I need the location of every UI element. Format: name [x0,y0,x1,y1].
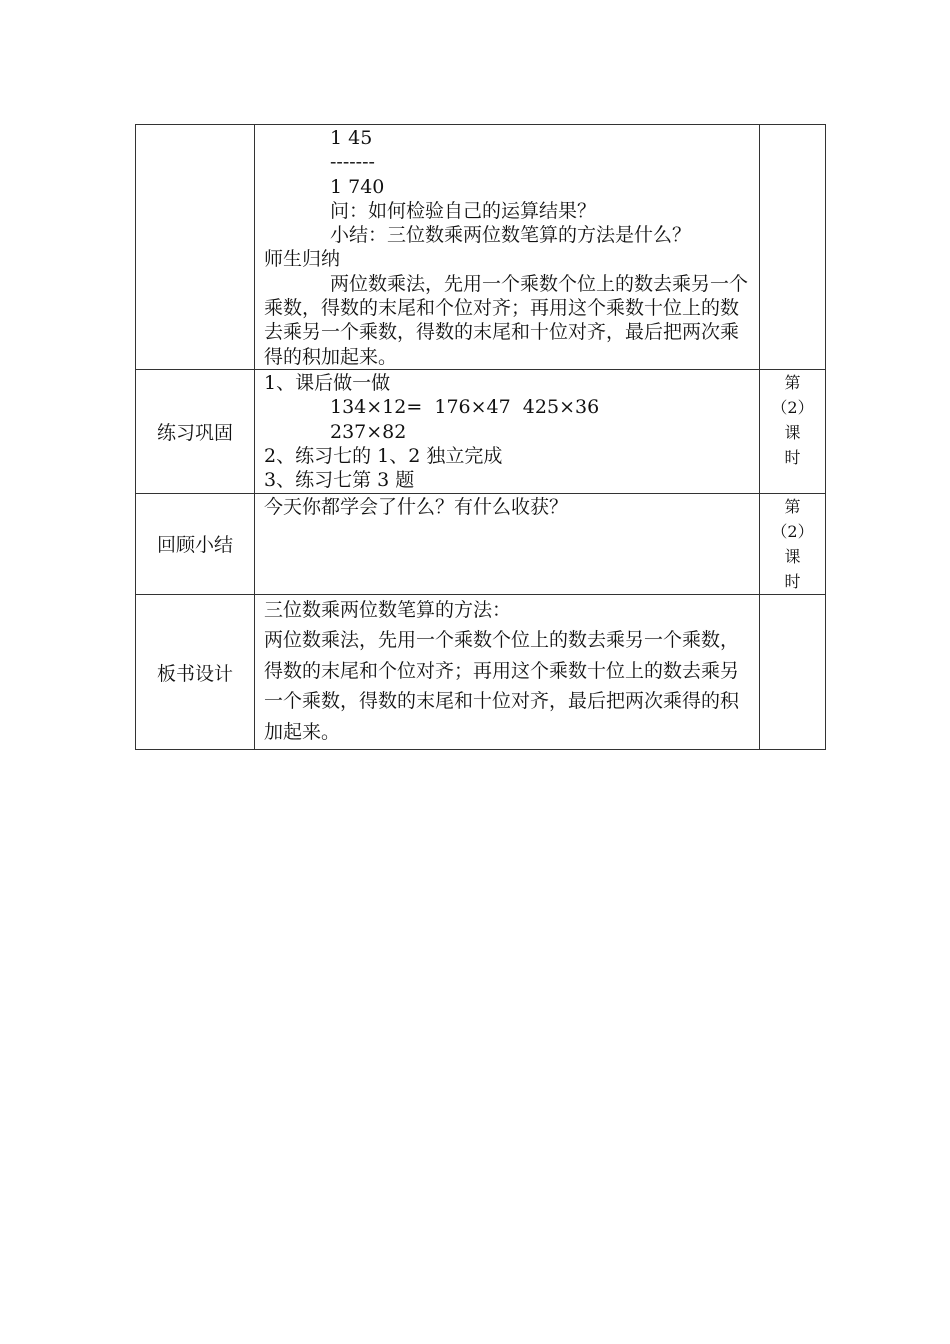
board-content [255,594,760,750]
board-text: 两位数乘法，先用一个乘数个位上的数去乘另一个乘数，得数的末尾和个位对齐；再用这个乘数十位上的数去乘另一个乘数，得数的末尾和十位对齐，最后把两次乘得的积加起来。 [264,629,740,743]
calc-divider: ------- [330,151,375,174]
board-side [760,594,826,750]
practice-item-1: 1、课后做一做 [264,371,391,394]
side-char-4: 时 [784,571,801,591]
side-char-3: 课 [784,422,801,442]
review-lesson-number [760,493,826,594]
review-label: 回顾小结 [136,493,255,594]
process-content [255,125,760,370]
review-content [255,493,760,594]
board-row [136,594,826,750]
side-char-1: 第 [784,372,801,392]
board-title: 三位数乘两位数笔算的方法： [264,598,512,621]
calc-line-3: 1 740 [330,175,385,198]
side-char-2: （2） [771,521,814,541]
lesson-plan-table [135,124,826,750]
practice-label: 练习巩固 [136,369,255,493]
board-label: 板书设计 [136,594,255,750]
practice-content [255,369,760,493]
practice-item-3: 3、练习七第 3 题 [264,469,415,492]
process-row [136,125,826,370]
practice-exprs-a: 134×12= 176×47 425×36 [330,396,600,419]
summary-question: 小结：三位数乘两位数笔算的方法是什么？ [330,224,692,247]
practice-exprs-b: 237×82 [330,420,407,443]
side-char-3: 课 [784,546,801,566]
process-side [760,125,826,370]
practice-lesson-number [760,369,826,493]
practice-row [136,369,826,493]
side-char-2: （2） [771,397,814,417]
review-row [136,493,826,594]
review-text: 今天你都学会了什么？有什么收获？ [264,495,569,518]
side-char-1: 第 [784,496,801,516]
question-text: 问：如何检验自己的运算结果？ [330,199,597,222]
process-label [136,125,255,370]
together-text: 师生归纳 [264,248,341,271]
method-paragraph: 两位数乘法，先用一个乘数个位上的数去乘另一个乘数，得数的末尾和个位对齐；再用这个乘数十位上的数去乘另一个乘数，得数的末尾和十位对齐，最后把两次乘得的积加起来。 [264,272,749,368]
calc-line-1: 1 45 [330,127,373,149]
practice-item-2: 2、练习七的 1、2 独立完成 [264,444,503,467]
side-char-4: 时 [784,447,801,467]
